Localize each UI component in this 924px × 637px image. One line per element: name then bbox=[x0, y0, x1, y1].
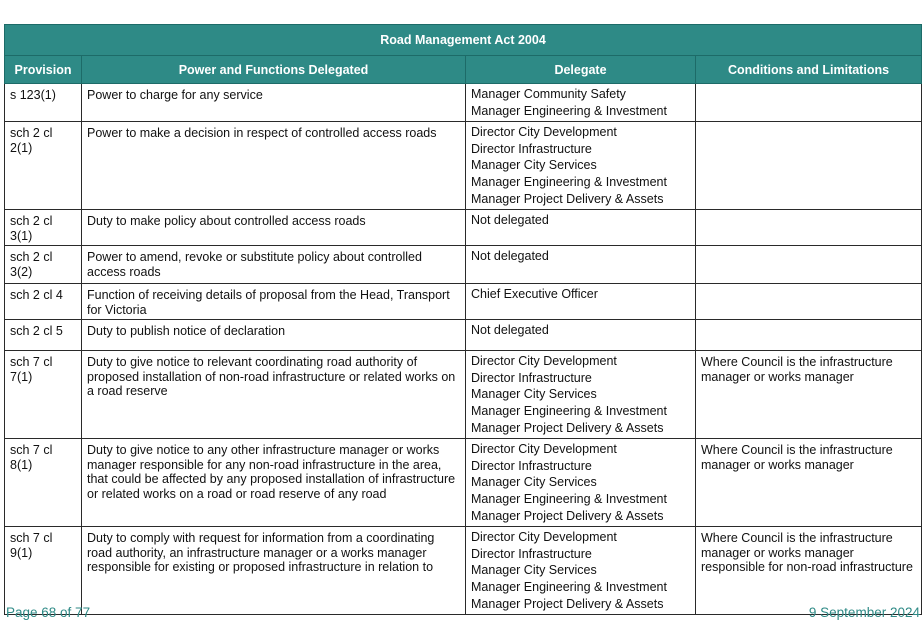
delegate-item: Director City Development bbox=[471, 530, 617, 545]
delegate-item: Manager City Services bbox=[471, 158, 597, 173]
power-cell: Duty to give notice to any other infrastructure manager or works manager responsible for any non-road infrastructure in the area, that could be affected by any proposed installation of infrastructure or related works on a road or road reserve of any road bbox=[82, 439, 466, 527]
delegate-cell bbox=[466, 527, 696, 615]
table-row bbox=[5, 527, 922, 615]
col-header-provision: Provision bbox=[5, 56, 82, 84]
conditions-cell bbox=[696, 320, 922, 351]
delegate-item: Director City Development bbox=[471, 354, 617, 369]
delegate-cell bbox=[466, 284, 696, 320]
delegate-item: Director Infrastructure bbox=[471, 458, 592, 473]
page-number: Page 68 of 77 bbox=[6, 605, 91, 620]
delegate-item: Director Infrastructure bbox=[471, 546, 592, 561]
provision-cell: sch 7 cl 9(1) bbox=[5, 527, 82, 615]
table-row bbox=[5, 122, 922, 210]
provision-cell: sch 7 cl 7(1) bbox=[5, 351, 82, 439]
delegate-item: Director City Development bbox=[471, 125, 617, 140]
delegate-item: Manager Project Delivery & Assets bbox=[471, 191, 664, 206]
power-cell: Duty to comply with request for information from a coordinating road authority, an infrastructure manager or a works manager responsible for existing or proposed infrastructure in relation to bbox=[82, 527, 466, 615]
delegate-item: Director City Development bbox=[471, 442, 617, 457]
conditions-cell bbox=[696, 210, 922, 246]
delegate-cell bbox=[466, 439, 696, 527]
delegate-cell bbox=[466, 246, 696, 284]
table-row bbox=[5, 210, 922, 246]
delegate-item: Manager Engineering & Investment bbox=[471, 103, 667, 118]
delegate-cell bbox=[466, 351, 696, 439]
power-cell: Duty to give notice to relevant coordinating road authority of proposed installation of non-road infrastructure or related works on a road reserve bbox=[82, 351, 466, 439]
power-cell: Power to make a decision in respect of controlled access roads bbox=[82, 122, 466, 210]
delegate-item: Manager Engineering & Investment bbox=[471, 491, 667, 506]
provision-cell: sch 2 cl 4 bbox=[5, 284, 82, 320]
power-cell: Duty to make policy about controlled access roads bbox=[82, 210, 466, 246]
conditions-cell bbox=[696, 246, 922, 284]
table-row bbox=[5, 320, 922, 351]
delegate-item: Manager Engineering & Investment bbox=[471, 579, 667, 594]
conditions-cell bbox=[696, 284, 922, 320]
provision-cell: sch 2 cl 5 bbox=[5, 320, 82, 351]
conditions-cell: Where Council is the infrastructure manager or works manager responsible for non-road infrastructure bbox=[696, 527, 922, 615]
delegate-item: Manager City Services bbox=[471, 387, 597, 402]
delegate-item: Not delegated bbox=[471, 249, 549, 264]
col-header-delegate: Delegate bbox=[466, 56, 696, 84]
col-header-power: Power and Functions Delegated bbox=[82, 56, 466, 84]
document-date: 9 September 2024 bbox=[808, 605, 920, 620]
conditions-cell: Where Council is the infrastructure manager or works manager bbox=[696, 439, 922, 527]
power-cell: Duty to publish notice of declaration bbox=[82, 320, 466, 351]
table-title: Road Management Act 2004 bbox=[5, 25, 922, 56]
delegate-item: Manager Project Delivery & Assets bbox=[471, 508, 664, 523]
delegate-item: Manager Engineering & Investment bbox=[471, 403, 667, 418]
delegate-item: Manager City Services bbox=[471, 563, 597, 578]
delegate-item: Not delegated bbox=[471, 323, 549, 338]
delegate-cell bbox=[466, 122, 696, 210]
delegate-cell bbox=[466, 84, 696, 122]
provision-cell: sch 7 cl 8(1) bbox=[5, 439, 82, 527]
provision-cell: sch 2 cl 3(1) bbox=[5, 210, 82, 246]
delegate-item: Director Infrastructure bbox=[471, 370, 592, 385]
delegate-item: Manager City Services bbox=[471, 475, 597, 490]
provision-cell: s 123(1) bbox=[5, 84, 82, 122]
provision-cell: sch 2 cl 2(1) bbox=[5, 122, 82, 210]
power-cell: Power to charge for any service bbox=[82, 84, 466, 122]
conditions-cell bbox=[696, 84, 922, 122]
delegate-item: Chief Executive Officer bbox=[471, 287, 598, 302]
delegate-item: Manager Community Safety bbox=[471, 87, 626, 101]
delegate-cell bbox=[466, 320, 696, 351]
power-cell: Function of receiving details of proposal from the Head, Transport for Victoria bbox=[82, 284, 466, 320]
delegate-item: Director Infrastructure bbox=[471, 141, 592, 156]
delegate-item: Manager Project Delivery & Assets bbox=[471, 596, 664, 611]
provision-cell: sch 2 cl 3(2) bbox=[5, 246, 82, 284]
delegation-table bbox=[4, 24, 922, 615]
table-row bbox=[5, 246, 922, 284]
conditions-cell: Where Council is the infrastructure manager or works manager bbox=[696, 351, 922, 439]
table-row bbox=[5, 84, 922, 122]
col-header-conditions: Conditions and Limitations bbox=[696, 56, 922, 84]
table-row bbox=[5, 351, 922, 439]
delegate-item: Manager Engineering & Investment bbox=[471, 174, 667, 189]
power-cell: Power to amend, revoke or substitute policy about controlled access roads bbox=[82, 246, 466, 284]
conditions-cell bbox=[696, 122, 922, 210]
delegate-cell bbox=[466, 210, 696, 246]
table-row bbox=[5, 439, 922, 527]
delegate-item: Manager Project Delivery & Assets bbox=[471, 420, 664, 435]
table-row bbox=[5, 284, 922, 320]
delegate-item: Not delegated bbox=[471, 213, 549, 228]
